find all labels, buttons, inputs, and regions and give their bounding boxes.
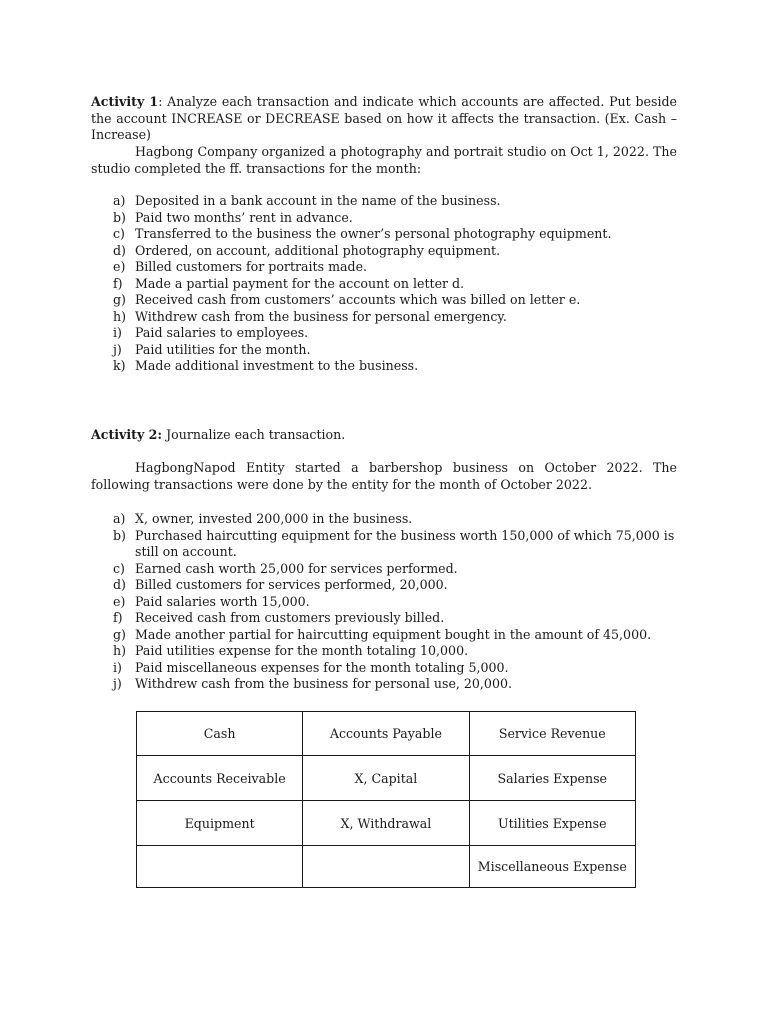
list-item	[113, 358, 679, 375]
list-marker: b)	[113, 527, 126, 543]
activity-2-intro: HagbongNapod Entity started a barbershop business on October 2022. The following transactions were done by the entity for the month of October 2022.	[91, 460, 677, 492]
list-item	[113, 511, 679, 528]
list-item	[113, 292, 679, 309]
list-item-text: Made a partial payment for the account on letter d.	[135, 275, 465, 291]
list-item	[113, 577, 679, 594]
list-item	[113, 210, 679, 227]
list-marker: d)	[113, 242, 126, 258]
list-item	[113, 660, 679, 677]
list-marker: d)	[113, 577, 126, 592]
table-cell: Accounts Receivable	[137, 756, 303, 801]
list-item-text: X, owner, invested 200,000 in the business.	[135, 511, 413, 526]
list-item	[113, 325, 679, 342]
list-item	[113, 594, 679, 611]
list-item	[113, 276, 679, 293]
list-marker: a)	[113, 193, 126, 208]
list-marker: k)	[113, 358, 126, 373]
list-item-text: Paid salaries to employees.	[135, 325, 309, 340]
activity-1-instruction	[91, 94, 677, 144]
list-item	[113, 528, 679, 561]
activity-1-intro: Hagbong Company organized a photography and portrait studio on Oct 1, 2022. The studio completed the ff. transactions for the month:	[91, 144, 677, 176]
list-marker: b)	[113, 209, 126, 225]
list-marker: a)	[113, 511, 126, 526]
list-item-text: Withdrew cash from the business for personal use, 20,000.	[135, 676, 512, 691]
activity-2-list	[113, 511, 679, 693]
list-marker: j)	[113, 341, 122, 357]
accounts-table	[136, 711, 636, 888]
activity-1-title: Activity 1	[91, 94, 159, 109]
list-item-text: Withdrew cash from the business for personal emergency.	[135, 308, 507, 324]
list-item-text: Received cash from customers previously billed.	[135, 610, 445, 625]
list-item-text: Paid salaries worth 15,000.	[135, 593, 310, 609]
list-item	[113, 259, 679, 276]
list-item-text: Received cash from customers’ accounts which was billed on letter e.	[135, 292, 581, 307]
list-item	[113, 309, 679, 326]
list-marker: e)	[113, 259, 126, 274]
activity-1-instruction-text: : Analyze each transaction and indicate which accounts are affected. Put beside the account INCREASE or DECREASE based on how it affects the transaction. (Ex. Cash – Increase)	[91, 94, 677, 142]
table-row	[137, 712, 636, 756]
list-item-text: Transferred to the business the owner’s personal photography equipment.	[135, 226, 612, 241]
table-cell: X, Capital	[303, 756, 469, 801]
activity-2-title: Activity 2:	[91, 427, 163, 442]
list-item	[113, 243, 679, 260]
list-item-text: Paid miscellaneous expenses for the month totaling 5,000.	[135, 659, 509, 675]
list-marker: i)	[113, 659, 122, 675]
list-item-text: Paid utilities expense for the month totaling 10,000.	[135, 643, 469, 658]
activity-2-instruction	[91, 427, 677, 444]
list-item-text: Billed customers for services performed, 20,000.	[135, 577, 448, 592]
table-cell: X, Withdrawal	[303, 801, 469, 846]
list-marker: j)	[113, 676, 122, 691]
list-marker: g)	[113, 626, 126, 642]
list-marker: f)	[113, 610, 123, 625]
table-cell: Equipment	[137, 801, 303, 846]
list-marker: c)	[113, 226, 125, 241]
activity-1-list	[113, 193, 679, 375]
list-item	[113, 627, 679, 644]
list-marker: h)	[113, 643, 127, 658]
list-marker: i)	[113, 325, 122, 340]
list-marker: g)	[113, 292, 126, 307]
list-item-text: Deposited in a bank account in the name of the business.	[135, 193, 501, 208]
table-cell: Utilities Expense	[469, 801, 635, 846]
list-item	[113, 610, 679, 627]
list-marker: f)	[113, 275, 123, 291]
list-item-text: Billed customers for portraits made.	[135, 259, 368, 274]
list-item-text: Earned cash worth 25,000 for services performed.	[135, 560, 458, 576]
table-row	[137, 756, 636, 801]
list-item-text: Ordered, on account, additional photography equipment.	[135, 242, 501, 258]
list-item	[113, 561, 679, 578]
list-item-text: Purchased haircutting equipment for the business worth 150,000 of which 75,000 is still on account.	[135, 527, 675, 559]
list-item-text: Made another partial for haircutting equipment bought in the amount of 45,000.	[135, 626, 652, 642]
list-item	[113, 676, 679, 693]
table-cell: Salaries Expense	[469, 756, 635, 801]
list-item-text: Made additional investment to the business.	[135, 358, 419, 373]
table-cell: Miscellaneous Expense	[469, 846, 635, 888]
table-cell	[137, 846, 303, 888]
list-item-text: Paid two months’ rent in advance.	[135, 209, 353, 225]
table-cell	[303, 846, 469, 888]
list-item	[113, 342, 679, 359]
list-item	[113, 193, 679, 210]
list-item	[113, 226, 679, 243]
table-row	[137, 846, 636, 888]
list-marker: e)	[113, 593, 126, 609]
table-cell: Cash	[137, 712, 303, 756]
list-item-text: Paid utilities for the month.	[135, 341, 311, 357]
list-item	[113, 643, 679, 660]
table-cell: Accounts Payable	[303, 712, 469, 756]
table-cell: Service Revenue	[469, 712, 635, 756]
activity-2-instruction-text: Journalize each transaction.	[162, 427, 346, 442]
list-marker: c)	[113, 560, 125, 576]
list-marker: h)	[113, 308, 127, 324]
table-row	[137, 801, 636, 846]
